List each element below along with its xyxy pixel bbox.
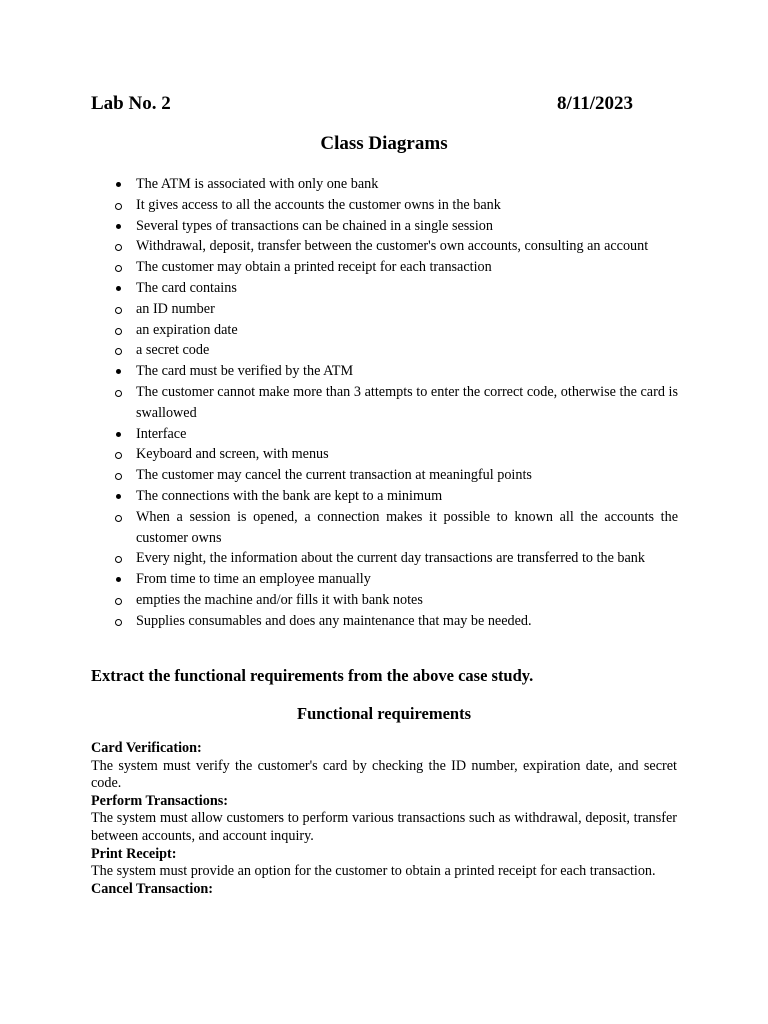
- list-item-text: a secret code: [136, 342, 210, 359]
- case-study-list: [108, 174, 678, 632]
- list-item-text: The card contains: [136, 279, 237, 296]
- list-item: [108, 486, 678, 507]
- list-item: [108, 340, 678, 361]
- list-item: [108, 507, 678, 549]
- list-item-text: Withdrawal, deposit, transfer between the customer's own accounts, consulting an account: [136, 238, 649, 255]
- requirements-section: [91, 740, 677, 898]
- list-item-text: Supplies consumables and does any maintenance that may be needed.: [136, 612, 532, 629]
- list-item: [108, 424, 678, 445]
- list-item-text: The customer may cancel the current transaction at meaningful points: [136, 467, 532, 484]
- list-item-text: It gives access to all the accounts the customer owns in the bank: [136, 196, 501, 213]
- list-item: [108, 174, 678, 195]
- list-item: [108, 299, 678, 320]
- requirement-perform-transactions: [91, 793, 677, 846]
- requirement-text: The system must provide an option for the customer to obtain a printed receipt for each transaction.: [91, 863, 656, 880]
- list-item-text: From time to time an employee manually: [136, 571, 371, 588]
- requirement-heading: Perform Transactions:: [91, 792, 228, 809]
- question-heading: Extract the functional requirements from the above case study.: [91, 666, 534, 685]
- list-item-text: empties the machine and/or fills it with bank notes: [136, 591, 423, 608]
- list-item: [108, 236, 678, 257]
- requirement-heading: Card Verification:: [91, 740, 202, 756]
- lab-number: Lab No. 2: [91, 93, 171, 114]
- list-item-text: Several types of transactions can be chained in a single session: [136, 217, 493, 234]
- list-item-text: an expiration date: [136, 321, 238, 338]
- list-item: [108, 611, 678, 632]
- requirement-print-receipt: [91, 846, 677, 881]
- functional-requirements-title: Functional requirements: [296, 704, 471, 723]
- list-item: [108, 569, 678, 590]
- list-item-text: When a session is opened, a connection makes it possible to known all the accounts the customer owns: [136, 508, 678, 546]
- list-item: [108, 361, 678, 382]
- list-item-text: Every night, the information about the current day transactions are transferred to the bank: [136, 550, 645, 567]
- requirement-card-verification: [91, 740, 677, 793]
- list-item: [108, 382, 678, 424]
- list-item: [108, 257, 678, 278]
- list-item-text: The ATM is associated with only one bank: [136, 176, 379, 192]
- requirement-heading: Print Receipt:: [91, 845, 177, 862]
- list-item-text: Keyboard and screen, with menus: [136, 446, 329, 463]
- list-item-text: an ID number: [136, 300, 215, 317]
- list-item-text: The customer cannot make more than 3 attempts to enter the correct code, otherwise the card is swallowed: [136, 383, 678, 421]
- requirement-text: The system must allow customers to perform various transactions such as withdrawal, deposit, transfer between accounts, and account inquiry.: [91, 810, 677, 844]
- lab-date: 8/11/2023: [556, 93, 633, 114]
- list-item: [108, 216, 678, 237]
- list-item: [108, 320, 678, 341]
- list-item-text: Interface: [136, 425, 187, 442]
- list-item: [108, 548, 678, 569]
- list-item: [108, 278, 678, 299]
- requirement-heading: Cancel Transaction:: [91, 880, 214, 897]
- requirement-cancel-transaction: [91, 881, 677, 899]
- page-title: Class Diagrams: [320, 133, 448, 154]
- requirement-text: The system must verify the customer's card by checking the ID number, expiration date, and secret code.: [91, 757, 677, 792]
- list-item: [108, 195, 678, 216]
- list-item-text: The card must be verified by the ATM: [136, 363, 354, 380]
- list-item: [108, 465, 678, 486]
- list-item-text: The connections with the bank are kept to a minimum: [136, 487, 443, 504]
- list-item: [108, 444, 678, 465]
- list-item: [108, 590, 678, 611]
- list-item-text: The customer may obtain a printed receipt for each transaction: [136, 259, 492, 276]
- document-header: [91, 93, 633, 119]
